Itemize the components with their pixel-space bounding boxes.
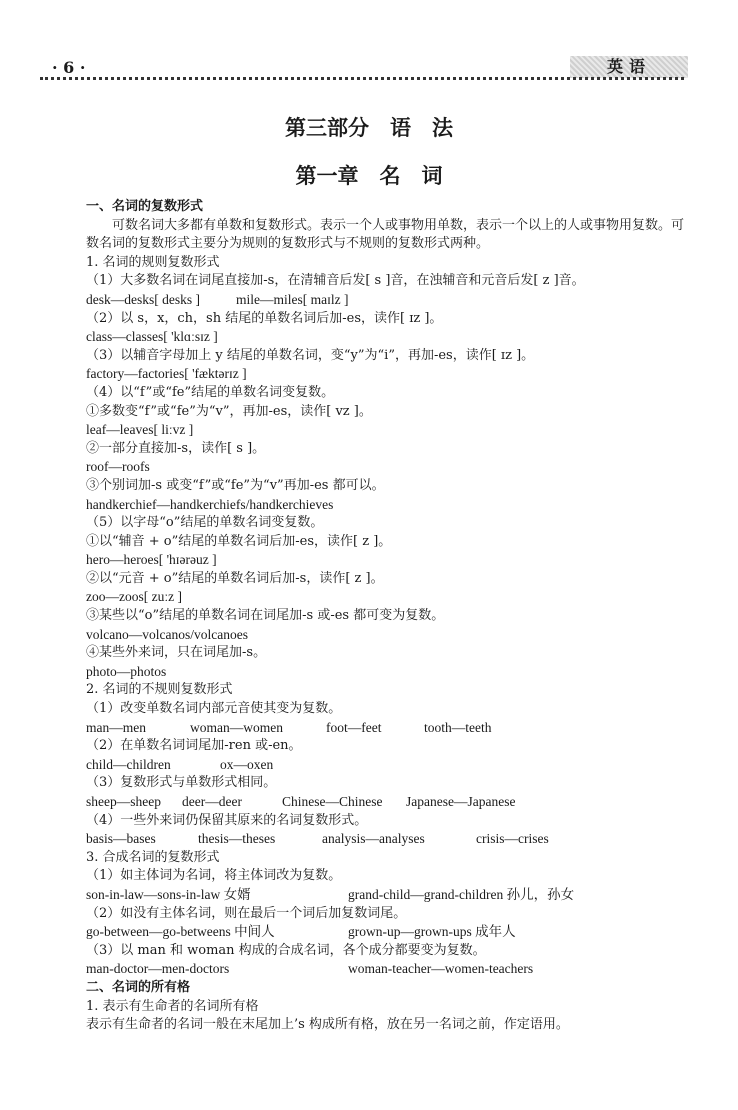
rule-text: （3）复数形式与单数形式相同。: [86, 775, 277, 791]
example: woman—women: [190, 719, 283, 735]
example: mile—miles[ maɪlz ]: [236, 291, 349, 307]
rule-text: ③个别词加-s 或变“f”或“fe”为“v”再加-es 都可以。: [86, 477, 385, 493]
subheading: 3. 合成名词的复数形式: [86, 849, 220, 865]
example-line: zoo—zoos[ zuːz ]: [86, 589, 182, 605]
example: son-in-law—sons-in-law 女婿: [86, 886, 251, 902]
example-line: roof—roofs: [86, 459, 150, 475]
example: Chinese—Chinese: [282, 794, 383, 809]
example-line: [86, 719, 688, 738]
rule-text: （3）以 man 和 woman 构成的合成名词，各个成分都要变为复数。: [86, 942, 486, 958]
rule-text: （1）改变单数名词内部元音使其变为复数。: [86, 701, 342, 717]
chapter-title: 第一章 名 词: [295, 164, 443, 188]
paragraph: 可数名词大多都有单数和复数形式。表示一个人或事物用单数，表示一个以上的人或事物用复数。可数名词的复数形式主要分为规则的复数形式与不规则的复数形式两种。: [86, 217, 685, 252]
example-line: [86, 886, 688, 905]
section-heading: 一、名词的复数形式: [86, 199, 204, 214]
rule-text: ④某些外来词，只在词尾加-s。: [86, 645, 267, 661]
example-line: class—classes[ 'klɑːsɪz ]: [86, 329, 218, 345]
example-line: [86, 960, 688, 979]
rule-text: （3）以辅音字母加上 y 结尾的单数名词，变“y”为“i”，再加-es，读作[ ɪz ]。: [86, 347, 535, 363]
rule-text: （1）大多数名词在词尾直接加-s，在清辅音后发[ s ]音，在浊辅音和元音后发[ z ]音。: [86, 273, 585, 289]
example-line: leaf—leaves[ liːvz ]: [86, 422, 194, 438]
rule-text: ②以“元音 + o”结尾的单数名词后加-s，读作[ z ]。: [86, 570, 384, 586]
rule-text: ②一部分直接加-s，读作[ s ]。: [86, 440, 266, 456]
rule-text: （2）如没有主体名词，则在最后一个词后加复数词尾。: [86, 905, 407, 921]
subheading: 1. 名词的规则复数形式: [86, 254, 220, 270]
example: sheep—sheep: [86, 794, 161, 809]
example: thesis—theses: [198, 831, 276, 847]
rule-text: 表示有生命者的名词一般在末尾加上’s 构成所有格，放在另一名词之前，作定语用。: [86, 1017, 569, 1033]
rule-text: （4）一些外来词仍保留其原来的名词复数形式。: [86, 812, 368, 828]
header-rule: [40, 77, 684, 80]
example-line: handkerchief—handkerchiefs/handkerchieves: [86, 496, 334, 512]
rule-text: （2）以 s，x，ch，sh 结尾的单数名词后加-es，读作[ ɪz ]。: [86, 310, 443, 326]
example: desk—desks[ desks ]: [86, 291, 200, 307]
example: foot—feet: [326, 719, 382, 735]
example-line: hero—heroes[ 'hɪərəuz ]: [86, 552, 217, 568]
rule-text: （4）以“f”或“fe”结尾的单数名词变复数。: [86, 384, 335, 400]
example: basis—bases: [86, 831, 156, 847]
example: crisis—crises: [476, 831, 549, 847]
example: grown-up—grown-ups 成年人: [348, 924, 516, 940]
example: child—children: [86, 756, 171, 772]
example: tooth—teeth: [424, 719, 492, 735]
example-line: [86, 830, 688, 849]
rule-text: （5）以字母“o”结尾的单数名词变复数。: [86, 515, 324, 531]
subheading: 1. 表示有生命者的名词所有格: [86, 998, 259, 1014]
section-heading: 二、名词的所有格: [86, 979, 191, 995]
page-number: · 6 ·: [52, 58, 86, 77]
example-line: factory—factories[ 'fæktərɪz ]: [86, 366, 247, 382]
example-line: photo—photos: [86, 663, 167, 679]
example: Japanese—Japanese: [406, 794, 516, 809]
example-line: [86, 291, 688, 310]
body-content: [86, 198, 688, 1035]
part-title: 第三部分 语 法: [285, 116, 453, 140]
example: man-doctor—men-doctors: [86, 961, 230, 977]
example: woman-teacher—women-teachers: [348, 961, 534, 977]
example-line: [86, 756, 688, 775]
example-line: volcano—volcanos/volcanoes: [86, 626, 248, 642]
subheading: 2. 名词的不规则复数形式: [86, 682, 233, 698]
example: go-between—go-betweens 中间人: [86, 924, 275, 940]
example: man—men: [86, 719, 146, 735]
rule-text: ③某些以“o”结尾的单数名词在词尾加-s 或-es 都可变为复数。: [86, 608, 445, 624]
example: grand-child—grand-children 孙儿，孙女: [348, 886, 575, 902]
rule-text: （2）在单数名词词尾加-ren 或-en。: [86, 738, 302, 754]
example: ox—oxen: [220, 756, 274, 772]
example-line: [86, 923, 688, 942]
example: analysis—analyses: [322, 831, 425, 847]
example-line: [86, 793, 688, 812]
subject-tab: 英语: [570, 56, 688, 78]
example: deer—deer: [182, 794, 242, 809]
rule-text: （1）如主体词为名词，将主体词改为复数。: [86, 868, 342, 884]
rule-text: ①多数变“f”或“fe”为“v”，再加-es，读作[ vz ]。: [86, 403, 372, 419]
rule-text: ①以“辅音 + o”结尾的单数名词后加-es，读作[ z ]。: [86, 533, 392, 549]
